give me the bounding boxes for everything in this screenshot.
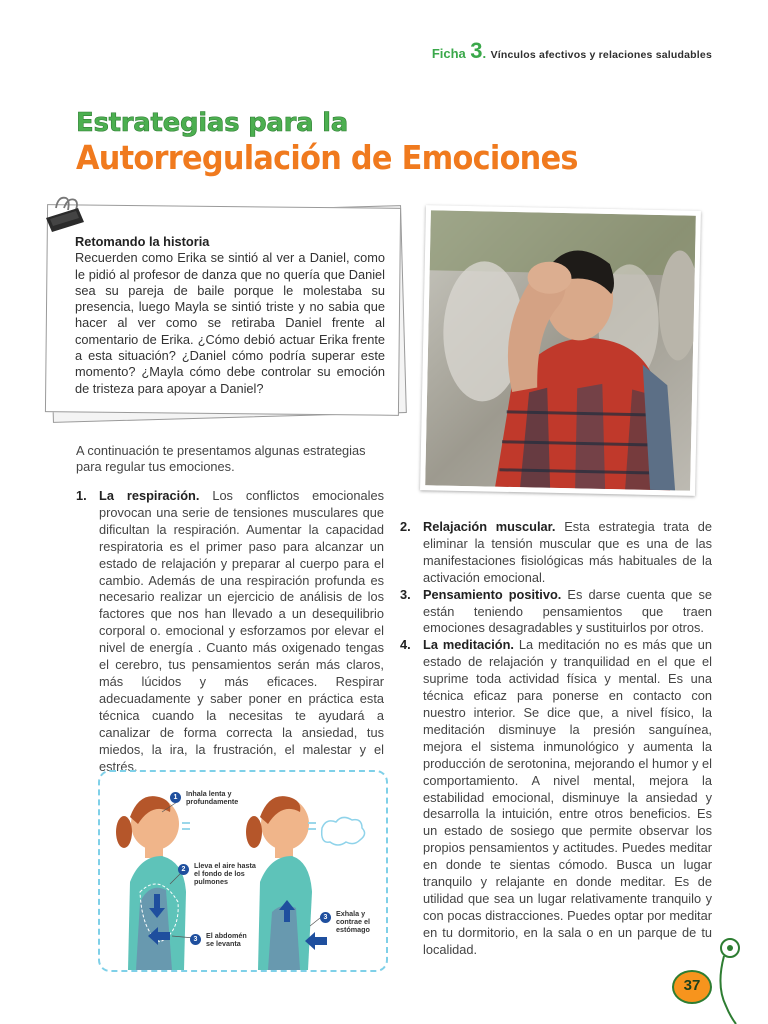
page-number-text: 37 [683, 977, 701, 994]
page-header [432, 38, 712, 64]
strategy-item [400, 519, 712, 587]
strategy-text: Los conflictos emocionales provocan una serie de tensiones musculares que dificultan la respiración. Aumentar la capacidad respiratoria es el primer paso para alcanzar un estado de relajación y preparar al cuerpo para el cambio. Además de una respiración profunda es necesario realizar un ejercicio de análisis de los factores que nos han llevado a un desequilibrio corporal o. emocional y esforzamos por elevar el nivel de energía . Cuanto más oxigenado tengas el cerebro, tus pensamientos serán más claros, más lúcidos y más eficaces. Respirar adecuadamente y saber poner en práctica esta técnica cuando la necesitas te ayudará a canalizar de forma correcta la ansiedad, tus miedos, la ira, la frustración, el malestar y el estrés. [99, 488, 384, 774]
page-number [672, 970, 712, 1004]
strategy-number: 2. [400, 519, 411, 534]
ficha-label: Ficha [431, 46, 466, 61]
ficha-number: 3 [470, 38, 483, 63]
earphone-decoration-icon [706, 936, 746, 1024]
step-annotation: Lleva el aire hasta el fondo de los pulmones [194, 861, 256, 886]
breathing-diagram [98, 770, 388, 972]
note-title: Retomando la historia [75, 234, 210, 249]
step-annotation: Exhala y contrae el estómago [336, 909, 370, 934]
step-annotation: Inhala lenta y profundamente [186, 789, 239, 806]
page-title-line2: Autorregulación de Emociones [76, 138, 578, 177]
ficha-dot: . [482, 46, 487, 61]
step-badge: 1 [170, 792, 181, 803]
step-badge: 3 [190, 934, 201, 945]
step-badge: 3 [320, 912, 331, 923]
note-body: Recuerden como Erika se sintió al ver a Daniel, como le pidió al profesor de danza que no quería que Daniel sea su pareja de baile porque le molestaba su presencia, luego Mayla se sintió triste y no sabia que hacer al ver como se retiraba Daniel frente al comentario de Erika. ¿Cómo debió actuar Erika frente a esta situación? ¿Daniel cómo podría superar este momento? ¿Mayla cómo debe controlar su emoción de tristeza para apoyar a Daniel? [75, 250, 385, 396]
page-title-line1: Estrategias para la [76, 108, 349, 138]
strategy-text: Esta estrategia trata de eliminar la tensión muscular que es una de las manifestaciones fisiológicas más habituales de la activación emocional. [423, 519, 712, 585]
strategy-item [76, 488, 384, 775]
strategy-label: Pensamiento positivo. [423, 586, 562, 602]
strategy-label: Relajación muscular. [423, 519, 556, 534]
step-annotation: El abdomén se levanta [206, 931, 247, 948]
stressed-man-photo [420, 205, 701, 496]
strategy-label: La meditación. [423, 637, 514, 653]
strategies-left-column [76, 488, 384, 775]
step-badge: 2 [178, 864, 189, 875]
note-text [75, 234, 385, 397]
strategy-number: 1. [76, 488, 87, 503]
strategy-text: La meditación no es más que un estado de relajación y tranquilidad en el que el suprime toda actividad física y mental. Es una técnica eficaz para ponerse en contacto con nuestro interior. Se dice que, a nivel físico, la meditación disminuye la presión sanguínea, mejora el sistema inmunológico y aumenta la producción de serotonina, mejorando el humor y el comportamiento. A nivel mental, mejora la estabilidad emocional, disminuye la ansiedad y desarrolla la intuición, entre otros beneficios. Es un estado de sosiego que permite observar los propios pensamientos y actitudes. Puedes meditar en donde te sientas cómodo. Busca un lugar tranquilo y relajante en donde meditar. Es de utilidad que sea un lugar relativamente tranquilo y con pocas distracciones. Puedes optar por meditar en tu dormitorio, en la sala o en un parque de tu localidad. [423, 637, 712, 957]
strategy-number: 3. [400, 586, 411, 602]
strategy-item [400, 587, 712, 638]
strategies-right-column [400, 519, 712, 959]
intro-text: A continuación te presentamos algunas estrategias para regular tus emociones. [76, 443, 366, 475]
binder-clip-icon [44, 194, 88, 238]
story-note [44, 200, 406, 422]
strategy-text: Es darse cuenta que se están teniendo pensamientos que traen emociones desagradables y sustituirlos por otros. [423, 586, 712, 636]
strategy-item [400, 637, 712, 958]
ficha-subtitle: Vínculos afectivos y relaciones saludables [490, 49, 712, 61]
strategy-number: 4. [400, 637, 411, 653]
photo-image [425, 210, 696, 490]
strategy-label: La respiración. [99, 488, 200, 503]
